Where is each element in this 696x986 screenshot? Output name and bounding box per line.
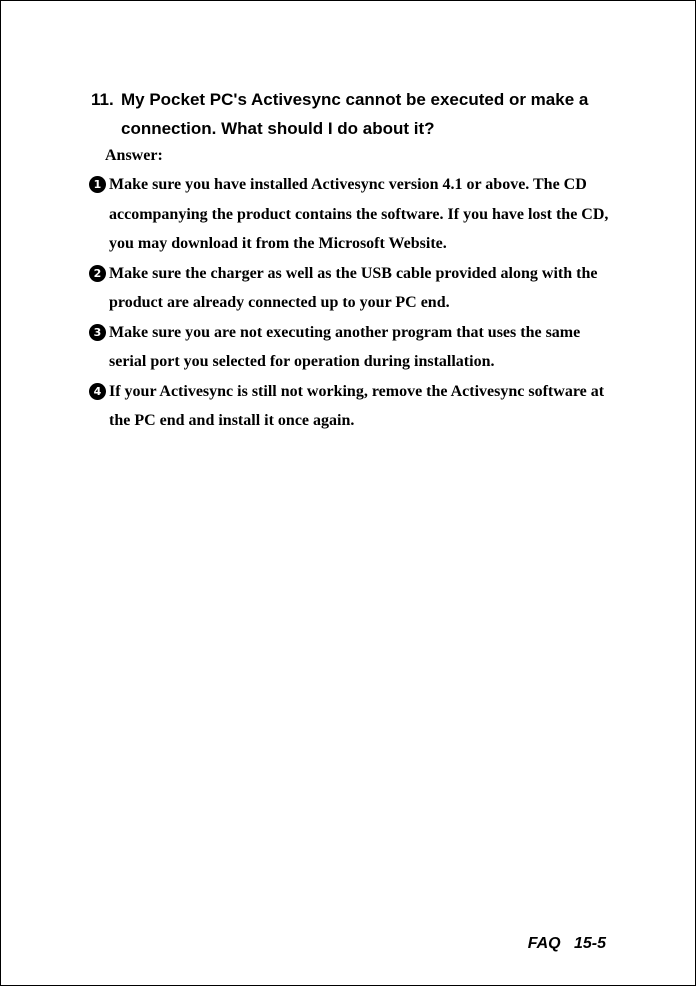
page-footer xyxy=(528,935,606,953)
answer-list xyxy=(89,170,619,436)
number-2-circle-icon: 2 xyxy=(89,265,106,282)
answer-item-1 xyxy=(89,170,619,259)
number-1-circle-icon: 1 xyxy=(89,176,106,193)
footer-page-number: 15-5 xyxy=(573,935,606,952)
answer-text-4: If your Activesync is still not working, remove the Activesync software at the PC end and install it once again. xyxy=(109,382,605,429)
faq-question xyxy=(91,85,651,143)
answer-text-2: Make sure the charger as well as the USB cable provided along with the product are already connected up to your PC end. xyxy=(109,264,598,311)
footer-section: FAQ xyxy=(527,935,561,952)
number-3-circle-icon: 3 xyxy=(89,324,106,341)
answer-label: Answer: xyxy=(105,147,163,164)
answer-item-4 xyxy=(89,377,619,436)
answer-item-3 xyxy=(89,318,619,377)
number-4-circle-icon: 4 xyxy=(89,383,106,400)
answer-text-1: Make sure you have installed Activesync version 4.1 or above. The CD accompanying the product contains the software. If you have lost the CD, you may download it from the Microsoft Website. xyxy=(109,176,609,252)
question-number: 11. xyxy=(91,90,114,109)
answer-text-3: Make sure you are not executing another program that uses the same serial port you selected for operation during installation. xyxy=(109,323,581,370)
question-text: My Pocket PC's Activesync cannot be executed or make a connection. What should I do about it? xyxy=(121,90,589,138)
answer-item-2 xyxy=(89,259,619,318)
